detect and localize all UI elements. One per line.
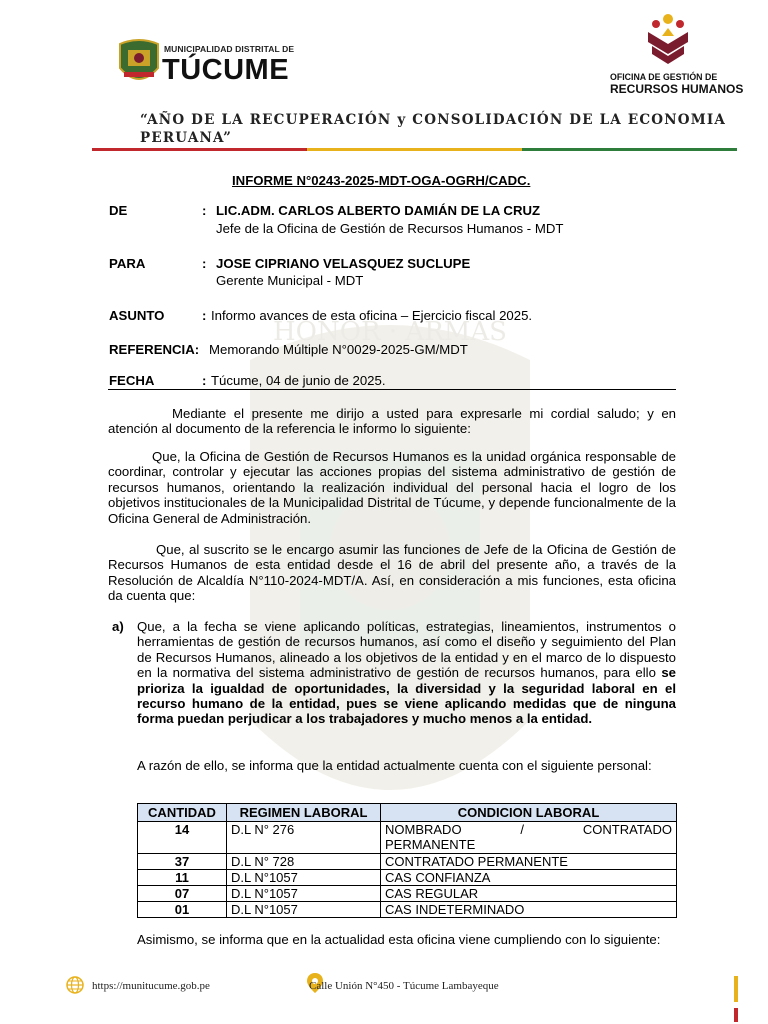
de-colon: : bbox=[202, 203, 207, 218]
paragraph-staff-intro: A razón de ello, se informa que la entidad actualmente cuenta con el siguiente personal: bbox=[137, 758, 652, 773]
table-row bbox=[138, 886, 677, 902]
header-condicion: CONDICION LABORAL bbox=[381, 804, 677, 822]
paragraph-appointment: Que, al suscrito se le encargo asumir las funciones de Jefe de la Oficina de Gestión de Recursos Humanos de esta entidad desde el 16 de abril del presente año, a través de la Resolución de Alcaldía N°110-2024-MDT/A. Así, en consideración a mis funciones, esta oficina da cuenta que: bbox=[108, 542, 676, 604]
fecha-colon: : bbox=[202, 373, 207, 388]
cell-condicion: CAS INDETERMINADO bbox=[381, 902, 677, 918]
cell-cantidad: 07 bbox=[138, 886, 227, 902]
table-header-row bbox=[138, 804, 677, 822]
table-row bbox=[138, 902, 677, 918]
year-title-line1: “AÑO DE LA RECUPERACIÓN y CONSOLIDACIÓN DE LA ECONOMIA bbox=[140, 112, 727, 128]
cell-regimen: D.L N°1057 bbox=[227, 886, 381, 902]
report-title: INFORME N°0243-2025-MDT-OGA-OGRH/CADC. bbox=[232, 173, 531, 188]
asunto-value: Informo avances de esta oficina – Ejercicio fiscal 2025. bbox=[211, 308, 533, 323]
year-title bbox=[140, 111, 740, 147]
hr-office-logo bbox=[606, 12, 744, 98]
header-cantidad: CANTIDAD bbox=[138, 804, 227, 822]
para-label: PARA bbox=[109, 256, 146, 271]
cell-condicion: CONTRATADO PERMANENTE bbox=[381, 853, 677, 869]
paragraph-also: Asimismo, se informa que en la actualidad esta oficina viene cumpliendo con lo siguiente: bbox=[137, 932, 661, 947]
paragraph-office: Que, la Oficina de Gestión de Recursos Humanos es la unidad orgánica responsable de coordinar, controlar y ejecutar las acciones propias del sistema administrativo de gestión de recursos humanos, orientando la realización individual del personal hacia el logro de los objetivos institucionales de la Municipalidad Distrital de Túcume, y depende funcionalmente de la Oficina General de Administración. bbox=[108, 449, 676, 526]
cond-part: NOMBRADO bbox=[385, 822, 462, 838]
cell-cantidad: 37 bbox=[138, 853, 227, 869]
footer-accent-bar-red bbox=[734, 1008, 738, 1022]
cell-cantidad: 14 bbox=[138, 822, 227, 853]
para-name: JOSE CIPRIANO VELASQUEZ SUCLUPE bbox=[216, 256, 471, 271]
para-role: Gerente Municipal - MDT bbox=[216, 273, 364, 288]
watermark-text: HONOR · ARMAS bbox=[273, 317, 507, 347]
cell-regimen: D.L N° 276 bbox=[227, 822, 381, 853]
people-icon bbox=[640, 12, 696, 70]
year-title-line2: PERUANA” bbox=[140, 130, 233, 146]
fecha-value: Túcume, 04 de junio de 2025. bbox=[211, 373, 386, 388]
hr-office-line2: RECURSOS HUMANOS bbox=[610, 82, 744, 96]
item-a-normal: Que, a la fecha se viene aplicando políticas, estrategias, lineamientos, instrumentos o herramientas de gestión de recursos humanos, así como el diseño y seguimiento del Plan de Recursos Humanos, alineado a los objetivos de la entidad y en el marco de lo dispuesto en la normativa del sistema administrativo de gestión de recursos humanos, para ello bbox=[137, 619, 676, 681]
cond-part: CONTRATADO bbox=[582, 822, 672, 838]
website-link[interactable]: https://munitucume.gob.pe bbox=[92, 980, 210, 992]
para-colon: : bbox=[202, 256, 207, 271]
table-row bbox=[138, 869, 677, 885]
municipality-subtitle: MUNICIPALIDAD DISTRITAL DE bbox=[164, 44, 295, 54]
staff-table bbox=[137, 803, 677, 918]
table-row bbox=[138, 853, 677, 869]
globe-icon bbox=[66, 976, 84, 994]
cell-condicion bbox=[381, 822, 677, 853]
de-label: DE bbox=[109, 203, 128, 218]
cell-regimen: D.L N° 728 bbox=[227, 853, 381, 869]
cell-condicion: CAS CONFIANZA bbox=[381, 869, 677, 885]
de-name: LIC.ADM. CARLOS ALBERTO DAMIÁN DE LA CRUZ bbox=[216, 203, 541, 218]
header-divider bbox=[92, 148, 737, 151]
cell-condicion: CAS REGULAR bbox=[381, 886, 677, 902]
fecha-label: FECHA bbox=[109, 373, 155, 388]
hr-office-line1: OFICINA DE GESTIÓN DE bbox=[610, 72, 718, 82]
item-a-marker: a) bbox=[112, 619, 124, 634]
address-text: Calle Unión N°450 - Túcume Lambayeque bbox=[309, 980, 499, 992]
cell-regimen: D.L N°1057 bbox=[227, 869, 381, 885]
item-a-text bbox=[137, 619, 676, 727]
table-row bbox=[138, 822, 677, 853]
footer-accent-bar bbox=[734, 976, 738, 1002]
referencia-value: Memorando Múltiple N°0029-2025-GM/MDT bbox=[209, 342, 468, 357]
item-a-bold: se prioriza la igualdad de oportunidades, la diversidad y la seguridad laboral en el recurso humano de la entidad, pues se viene aplicando medidas que de ninguna forma puedan perjudicar a los trabajadores y mucho menos a la entidad. bbox=[137, 665, 676, 727]
cell-cantidad: 01 bbox=[138, 902, 227, 918]
cell-regimen: D.L N°1057 bbox=[227, 902, 381, 918]
de-role: Jefe de la Oficina de Gestión de Recursos Humanos - MDT bbox=[216, 221, 564, 236]
referencia-label: REFERENCIA: bbox=[109, 342, 200, 357]
heading-rule bbox=[108, 389, 676, 390]
paragraph-intro: Mediante el presente me dirijo a usted para expresarle mi cordial saludo; y en atención al documento de la referencia le informo lo siguiente: bbox=[108, 406, 676, 437]
asunto-label: ASUNTO bbox=[109, 308, 165, 323]
cond-part: / bbox=[520, 822, 525, 838]
municipality-name: TÚCUME bbox=[162, 54, 290, 86]
cell-condicion-line2: PERMANENTE bbox=[385, 837, 476, 853]
shield-icon bbox=[118, 38, 160, 88]
municipality-logo bbox=[118, 38, 298, 90]
header-regimen: REGIMEN LABORAL bbox=[227, 804, 381, 822]
cell-cantidad: 11 bbox=[138, 869, 227, 885]
asunto-colon: : bbox=[202, 308, 207, 323]
cell-condicion-line1 bbox=[385, 822, 672, 837]
